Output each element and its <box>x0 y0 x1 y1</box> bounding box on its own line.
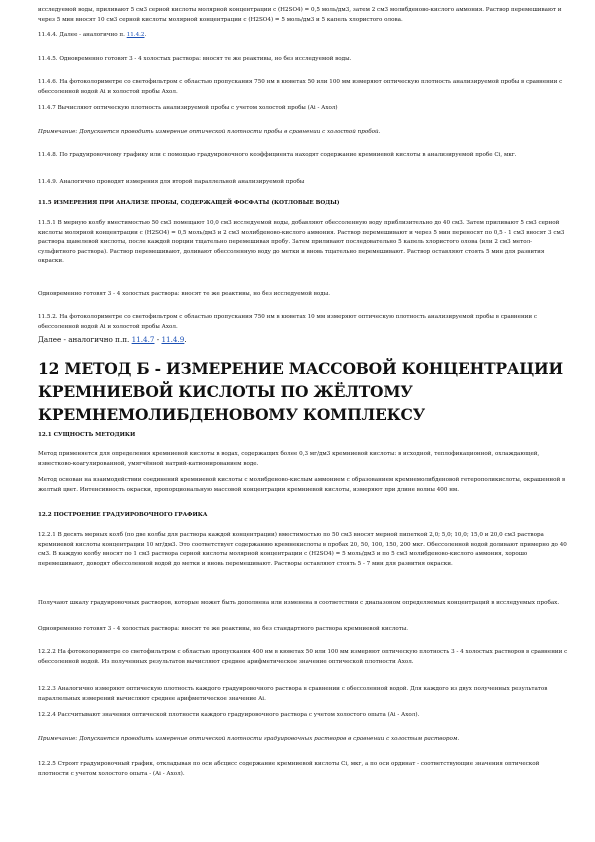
paragraph-11-4-4 <box>38 31 568 41</box>
paragraph-11-5-1: 11.5.1 В мерную колбу вместимостью 50 см3 помещают 10,0 см3 исследуемой воды, добавляют обессоленную воду приблизительно до 40 см3. Затем приливают 5 см3 серной кислоты молярной концентрации с (H2SO4) = 0,5 моль/дм3 и 2 см3 молибденово-кислого аммония. Раствор перемешивают и через 5 мин переносят по 0,5 - 1 см3 вносят 3 см3 раствора щавелевой кислоты, после каждой порции тщательно перемешивая пробу. Затем приливают последовательно 5 капель хлористого олова (или 2 см3 метол-сульфитного раствора). Раствор перемешивают, доливают обессоленную воду до метки и вновь тщательно перемешивают. Раствор оставляют стоять 5 мин для развития окраски. <box>38 220 565 264</box>
paragraph-12-2-3: 12.2.3 Аналогично измеряют оптическую плотность каждого градуировочного раствора в сравнении с обессоленной водой. Для каждого из двух полученных результатов параллельных измерений вычисляют среднее арифметическое значение Ai. <box>38 686 548 702</box>
paragraph-11-4-6: 11.4.6. На фотоколориметре со светофильтром с областью пропускания 750 нм в кюветах 50 или 100 мм измеряют оптическую плотность анализируемой пробы в сравнении с обессоленной водой Ai и холостой пробы Ахол. <box>38 79 563 95</box>
note-paragraph: Примечание: Допускается проводить измерение оптической плотности пробы в сравнении с холостой пробой. <box>38 129 381 135</box>
paragraph-12-2-2: 12.2.2 На фотоколориметре со светофильтром с областью пропускания 400 нм в кюветах 50 или 100 мм измеряют оптическую плотность 3 - 4 холостых растворов в сравнении с обессоленной водой. Из полученных результатов вычисляют среднее арифметическое значение оптической плотности Ахол. <box>38 649 568 665</box>
paragraph-12-2-1: 12.2.1 В десять мерных колб (по две колбы для раствора каждой концентрации) вместимостью по 50 см3 вносят мерной пипеткой 2,0; 5,0; 10,0; 15,0 и 20,0 см3 раствора кремниевой кислоты концентрации 10 мг/дм3. Это соответствует содержанию кремнекислоты в пробах 20, 50, 100, 150, 200 мкг. Обессоленной водой доливают примерно до 40 см3. В каждую колбу вносят по 1 см3 раствора серной кислоты молярной концентрации с (H2SO4) = 5 моль/дм3 и по 5 см3 молибденово-кислого аммония, хорошо перемешивают, доводят обессоленной водой до метки и вновь перемешивают. Растворы оставляют стоять 5 - 7 мин для развития окраски. <box>38 532 567 567</box>
paragraph-text: . <box>184 335 187 344</box>
paragraph-11-4-7: 11.4.7 Вычисляют оптическую плотность анализируемой пробы с учетом холостой пробы (Ai - Ахол) <box>38 105 338 111</box>
paragraph-blank-solutions-2: Одновременно готовят 3 - 4 холостых раствора: вносят те же реактивы, но без стандартного раствора кремниевой кислоты. <box>38 626 409 632</box>
paragraph-method-scope: Метод применяется для определения кремниевой кислоты в водах, содержащих более 0,3 мг/дм3 кремниевой кислоты: в исходной, теплофикационной, охлаждающей, известково-коагулированной, умягчённой натрий-катионированием воде. <box>38 451 540 467</box>
paragraph-text: . <box>144 32 147 38</box>
paragraph-scale: Получают шкалу градуировочных растворов, которые может быть дополнена или изменена в соответствии с диапазоном определяемых концентраций в исследуемых пробах. <box>38 600 560 606</box>
paragraph-11-4-5: 11.4.5. Одновременно готовят 3 - 4 холостых раствора: вносят те же реактивы, но без исследуемой воды. <box>38 56 352 62</box>
paragraph-method-principle: Метод основан на взаимодействии соединений кремниевой кислоты с молибденово-кислым аммонием с образованием кремнемолибденовой гетерополикислоты, окрашенной в желтый цвет. Интенсивность окраски, пропорциональную массовой концентрации кремниевой кислоты, измеряют при длине волны 400 нм. <box>38 477 566 493</box>
link-11-4-9[interactable]: 11.4.9 <box>161 335 185 344</box>
link-11-4-7[interactable]: 11.4.7 <box>131 335 155 344</box>
link-11-4-2[interactable]: 11.4.2 <box>126 32 145 38</box>
section-heading-11-5: 11.5 ИЗМЕРЕНИЯ ПРИ АНАЛИЗЕ ПРОБЫ, СОДЕРЖАЩЕЙ ФОСФАТЫ (КОТЛОВЫЕ ВОДЫ) <box>38 200 340 206</box>
paragraph-blank-solutions: Одновременно готовят 3 - 4 холостых раствора: вносят те же реактивы, но без исследуемой воды. <box>38 291 330 297</box>
note-paragraph-2: Примечание: Допускается проводить измерение оптической плотности градуировочных растворов в сравнении с холостым раствором. <box>38 736 460 742</box>
paragraph-12-2-4: 12.2.4 Рассчитывают значения оптической плотности каждого градуировочного раствора с учетом холостого опыта (Ai - Ахол). <box>38 712 420 718</box>
paragraph-further <box>38 335 568 345</box>
paragraph-11-5-2: 11.5.2. На фотоколориметре со светофильтром с областью пропускания 750 нм в кюветах 10 мм измеряют оптическую плотность анализируемой пробы в сравнении с обессоленной водой Ai и холостой пробы Ахол. <box>38 314 538 330</box>
paragraph-text: - <box>154 335 162 344</box>
section-heading-12-2: 12.2 ПОСТРОЕНИЕ ГРАДУИРОВОЧНОГО ГРАФИКА <box>38 512 208 518</box>
section-heading-12-1: 12.1 СУЩНОСТЬ МЕТОДИКИ <box>38 432 136 438</box>
paragraph-12-2-5: 12.2.5 Строят градуировочный график, откладывая по оси абсцисс содержание кремниевой кислоты Ci, мкг, а по оси ординат - соответствующие значения оптической плотности с учетом холостого опыта - (Ai - Ахол). <box>38 761 540 777</box>
paragraph-11-4-9: 11.4.9. Аналогично проводят измерения для второй параллельной анализируемой пробы <box>38 179 305 185</box>
paragraph-text: 11.4.4. Далее - аналогично п. <box>38 32 127 38</box>
paragraph-11-4-3-cont: исследуемой воды, приливают 5 см3 серной кислоты молярной концентрации с (H2SO4) = 0,5 моль/дм3, затем 2 см3 молибденово-кислого аммония. Раствор перемешивают и через 5 мин вносят 10 см3 серной кислоты молярной концентрации с (H2SO4) = 5 моль/дм3 и 5 капель хлористого олова. <box>38 7 562 23</box>
chapter-title: 12 МЕТОД Б - ИЗМЕРЕНИЕ МАССОВОЙ КОНЦЕНТРАЦИИ КРЕМНИЕВОЙ КИСЛОТЫ ПО ЖЁЛТОМУ КРЕМНЕМОЛИБДЕНОВОМУ КОМПЛЕКСУ <box>38 359 563 424</box>
paragraph-11-4-8: 11.4.8. По градуировочному графику или с помощью градуировочного коэффициента находят содержание кремниевой кислоты в анализируемой пробе Ci, мкг. <box>38 152 517 158</box>
paragraph-text: Далее - аналогично п.п. <box>38 335 132 344</box>
